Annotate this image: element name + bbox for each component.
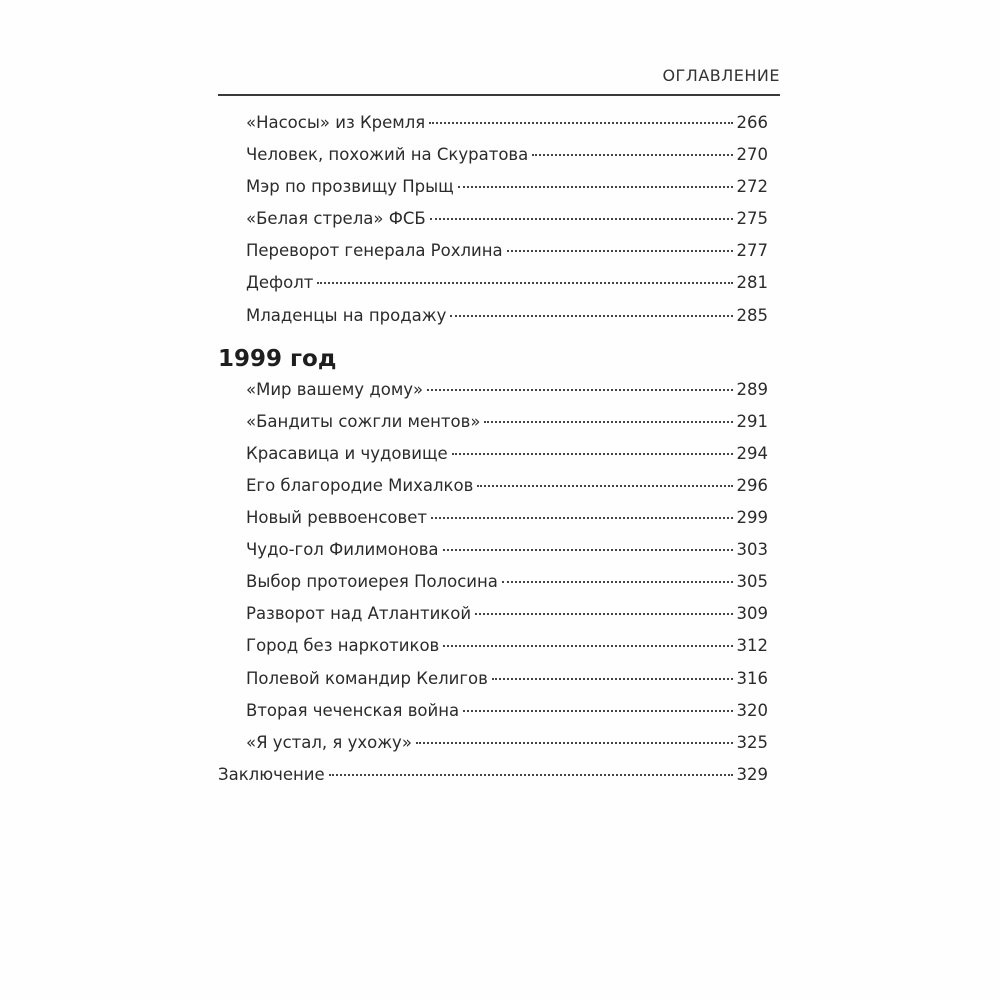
toc-entry-title: Вторая чеченская война xyxy=(246,700,460,720)
toc-entry[interactable] xyxy=(218,701,768,733)
toc-entry-title: Полевой командир Келигов xyxy=(246,668,488,688)
toc-entry[interactable] xyxy=(218,306,768,338)
running-head: ОГЛАВЛЕНИЕ xyxy=(662,66,780,85)
toc-entry[interactable] xyxy=(218,508,768,540)
dot-leader xyxy=(452,453,733,455)
toc-entry-title: «Бандиты сожгли ментов» xyxy=(246,411,481,431)
toc-entry[interactable] xyxy=(218,113,768,145)
dot-leader xyxy=(317,282,732,284)
header-rule xyxy=(218,94,780,96)
toc-entry-page: 281 xyxy=(736,273,768,293)
dot-leader xyxy=(443,645,732,647)
dot-leader xyxy=(458,186,733,188)
toc-entry-page: 277 xyxy=(736,241,768,261)
toc-entry-page: 272 xyxy=(736,177,768,197)
toc-entry[interactable] xyxy=(218,241,768,273)
toc-entry[interactable] xyxy=(218,572,768,604)
toc-entry[interactable] xyxy=(218,273,768,305)
toc-entry-title: Новый реввоенсовет xyxy=(246,508,427,528)
toc-entry[interactable] xyxy=(218,636,768,668)
toc-entry-page: 320 xyxy=(736,700,768,720)
toc-entry-title: Переворот генерала Рохлина xyxy=(246,241,503,261)
toc-entry-page: 270 xyxy=(736,145,768,165)
toc-entry[interactable] xyxy=(218,412,768,444)
dot-leader xyxy=(475,613,732,615)
dot-leader xyxy=(431,517,733,519)
dot-leader xyxy=(416,742,733,744)
toc-entry-title: Мэр по прозвищу Прыщ xyxy=(246,177,454,197)
toc-entry-page: 299 xyxy=(736,508,768,528)
toc-entry-title: «Мир вашему дому» xyxy=(246,379,424,399)
toc-entry[interactable] xyxy=(218,444,768,476)
toc-entry[interactable] xyxy=(218,145,768,177)
dot-leader xyxy=(427,389,732,391)
toc-entry-page: 266 xyxy=(736,113,768,132)
dot-leader xyxy=(329,774,733,776)
toc-entry-title: «Белая стрела» ФСБ xyxy=(246,209,426,229)
section-heading-1999: 1999 год xyxy=(218,345,337,372)
toc-entry-title: Разворот над Атлантикой xyxy=(246,604,472,624)
toc-entry[interactable] xyxy=(218,476,768,508)
toc-group-1998 xyxy=(218,113,768,338)
toc-entry-page: 296 xyxy=(736,475,768,495)
toc-entry-title: Его благородие Михалков xyxy=(246,475,474,495)
toc-entry-page: 316 xyxy=(736,668,768,688)
dot-leader xyxy=(443,549,733,551)
toc-entry[interactable] xyxy=(218,380,768,412)
toc-entry-page: 312 xyxy=(736,636,768,656)
toc-entry[interactable] xyxy=(218,177,768,209)
toc-entry[interactable] xyxy=(218,540,768,572)
toc-entry-title: «Насосы» из Кремля xyxy=(246,113,426,132)
toc-entry-title: Чудо-гол Филимонова xyxy=(246,540,439,560)
toc-entry-page: 275 xyxy=(736,209,768,229)
toc-entry-title: Человек, похожий на Скуратова xyxy=(246,145,529,165)
toc-entry-title: Заключение xyxy=(218,764,325,784)
dot-leader xyxy=(507,250,733,252)
dot-leader xyxy=(463,710,732,712)
toc-entry-title: «Я устал, я ухожу» xyxy=(246,732,412,752)
toc-entry-title: Младенцы на продажу xyxy=(246,305,447,325)
toc-entry-page: 285 xyxy=(736,305,768,325)
toc-entry-page: 289 xyxy=(736,379,768,399)
toc-entry-page: 305 xyxy=(736,572,768,592)
dot-leader xyxy=(430,218,733,220)
dot-leader xyxy=(429,122,732,124)
toc-entry-page: 303 xyxy=(736,540,768,560)
table-of-contents xyxy=(218,113,768,797)
toc-entry-page: 291 xyxy=(736,411,768,431)
toc-entry-page: 309 xyxy=(736,604,768,624)
toc-entry[interactable] xyxy=(218,733,768,765)
toc-entry-title: Красавица и чудовище xyxy=(246,443,448,463)
dot-leader xyxy=(484,421,732,423)
dot-leader xyxy=(477,485,732,487)
toc-entry-page: 325 xyxy=(736,732,768,752)
toc-entry-title: Выбор протоиерея Полосина xyxy=(246,572,498,592)
toc-entry-page: 329 xyxy=(736,764,768,784)
dot-leader xyxy=(492,678,733,680)
toc-entry[interactable] xyxy=(218,669,768,701)
toc-entry-page: 294 xyxy=(736,443,768,463)
toc-group-1999 xyxy=(218,380,768,765)
toc-entry[interactable] xyxy=(218,604,768,636)
dot-leader xyxy=(502,581,733,583)
toc-entry[interactable] xyxy=(218,209,768,241)
toc-entry-conclusion[interactable] xyxy=(218,765,768,797)
toc-entry-title: Дефолт xyxy=(246,273,314,293)
dot-leader xyxy=(450,315,732,317)
dot-leader xyxy=(532,154,732,156)
toc-entry-title: Город без наркотиков xyxy=(246,636,440,656)
